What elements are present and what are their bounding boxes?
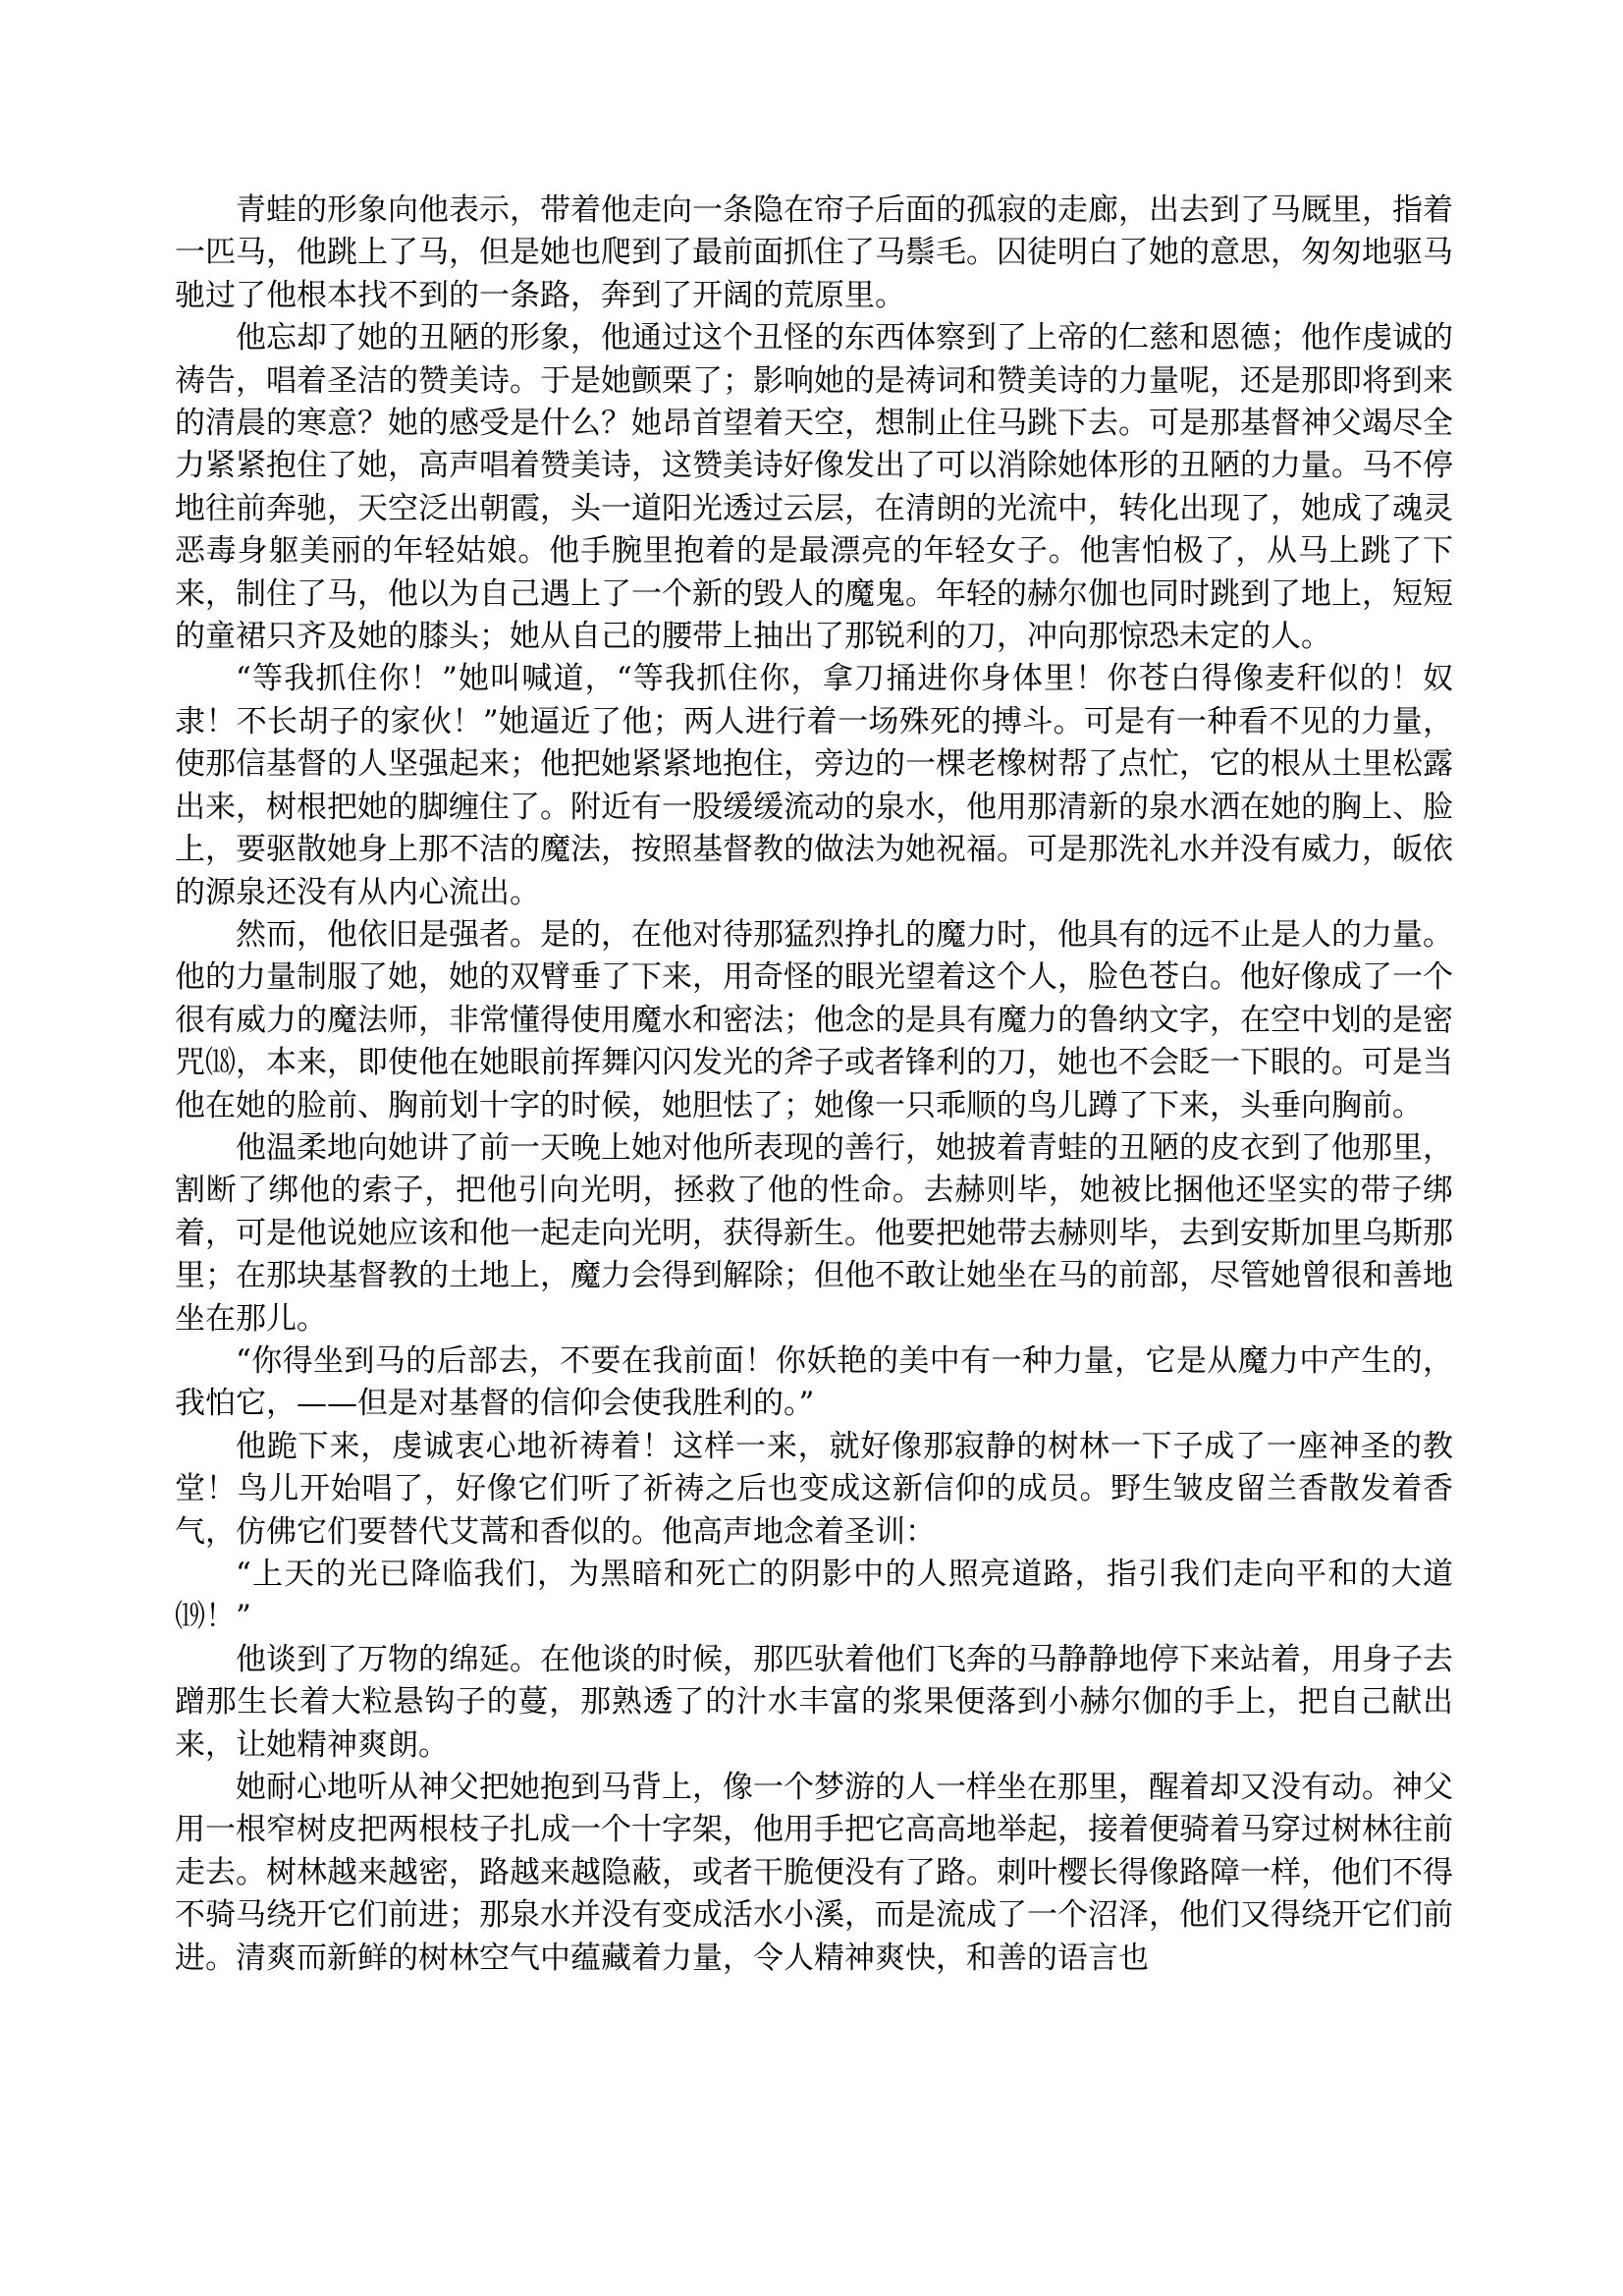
paragraph-4: 然而，他依旧是强者。是的，在他对待那猛烈挣扎的魔力时，他具有的远不止是人的力量。他的力量制服了她，她的双臂垂了下来，用奇怪的眼光望着这个人，脸色苍白。他好像成了一个很有威力的魔法师，非常懂得使用魔水和密法；他念的是具有魔力的鲁纳文字，在空中划的是密咒⒅，本来，即使他在她眼前挥舞闪闪发光的斧子或者锋利的刀，她也不会眨一下眼的。可是当他在她的脸前、胸前划十字的时候，她胆怯了；她像一只乖顺的鸟儿蹲了下来，头垂向胸前。: [175, 916, 1453, 1123]
paragraph-6: “你得坐到马的后部去，不要在我前面！你妖艳的美中有一种力量，它是从魔力中产生的，我怕它，——但是对基督的信仰会使我胜利的。”: [175, 1342, 1453, 1422]
paragraph-10: 她耐心地听从神父把她抱到马背上，像一个梦游的人一样坐在那里，醒着却又没有动。神父用一根窄树皮把两根枝子扎成一个十字架，他用手把它高高地举起，接着便骑着马穿过树林往前走去。树林越来越密，路越来越隐蔽，或者干脆便没有了路。刺叶樱长得像路障一样，他们不得不骑马绕开它们前进；那泉水并没有变成活水小溪，而是流成了一个沼泽，他们又得绕开它们前进。清爽而新鲜的树林空气中蕴藏着力量，令人精神爽快，和善的语言也: [175, 1770, 1453, 1976]
text-block: [175, 190, 1453, 1980]
paragraph-3: “等我抓住你！”她叫喊道，“等我抓住你，拿刀捅进你身体里！你苍白得像麦秆似的！奴隶！不长胡子的家伙！”她逼近了他；两人进行着一场殊死的搏斗。可是有一种看不见的力量，使那信基督的人坚强起来；他把她紧紧地抱住，旁边的一棵老橡树帮了点忙，它的根从土里松露出来，树根把她的脚缠住了。附近有一股缓缓流动的泉水，他用那清新的泉水洒在她的胸上、脸上，要驱散她身上那不洁的魔法，按照基督教的做法为她祝福。可是那洗礼水并没有威力，皈依的源泉还没有从内心流出。: [175, 661, 1453, 910]
paragraph-5: 他温柔地向她讲了前一天晚上她对他所表现的善行，她披着青蛙的丑陋的皮衣到了他那里，割断了绑他的索子，把他引向光明，拯救了他的性命。去赫则毕，她被比捆他还坚实的带子绑着，可是他说她应该和他一起走向光明，获得新生。他要把她带去赫则毕，去到安斯加里乌斯那里；在那块基督教的土地上，魔力会得到解除；但他不敢让她坐在马的前部，尽管她曾很和善地坐在那儿。: [175, 1129, 1453, 1337]
paragraph-9: 他谈到了万物的绵延。在他谈的时候，那匹驮着他们飞奔的马静静地停下来站着，用身子去蹭那生长着大粒悬钩子的蔓，那熟透了的汁水丰富的浆果便落到小赫尔伽的手上，把自己献出来，让她精神爽朗。: [175, 1641, 1453, 1763]
paragraph-8: “上天的光已降临我们，为黑暗和死亡的阴影中的人照亮道路，指引我们走向平和的大道⒆！”: [175, 1557, 1453, 1635]
paragraph-7: 他跪下来，虔诚衷心地祈祷着！这样一来，就好像那寂静的树林一下子成了一座神圣的教堂！鸟儿开始唱了，好像它们听了祈祷之后也变成这新信仰的成员。野生皱皮留兰香散发着香气，仿佛它们要替代艾蒿和香似的。他高声地念着圣训：: [175, 1428, 1453, 1550]
paragraph-1: 青蛙的形象向他表示，带着他走向一条隐在帘子后面的孤寂的走廊，出去到了马厩里，指着一匹马，他跳上了马，但是她也爬到了最前面抓住了马鬃毛。囚徒明白了她的意思，匆匆地驱马驰过了他根本找不到的一条路，奔到了开阔的荒原里。: [175, 192, 1453, 313]
paragraph-2: 他忘却了她的丑陋的形象，他通过这个丑怪的东西体察到了上帝的仁慈和恩德；他作虔诚的祷告，唱着圣洁的赞美诗。于是她颤栗了；影响她的是祷词和赞美诗的力量呢，还是那即将到来的清晨的寒意？她的感受是什么？她昂首望着天空，想制止住马跳下去。可是那基督神父竭尽全力紧紧抱住了她，高声唱着赞美诗，这赞美诗好像发出了可以消除她体形的丑陋的力量。马不停地往前奔驰，天空泛出朝霞，头一道阳光透过云层，在清朗的光流中，转化出现了，她成了魂灵恶毒身躯美丽的年轻姑娘。他手腕里抱着的是最漂亮的年轻女子。他害怕极了，从马上跳了下来，制住了马，他以为自己遇上了一个新的毁人的魔鬼。年轻的赫尔伽也同时跳到了地上，短短的童裙只齐及她的膝头；她从自己的腰带上抽出了那锐利的刀，冲向那惊恐未定的人。: [175, 320, 1453, 655]
